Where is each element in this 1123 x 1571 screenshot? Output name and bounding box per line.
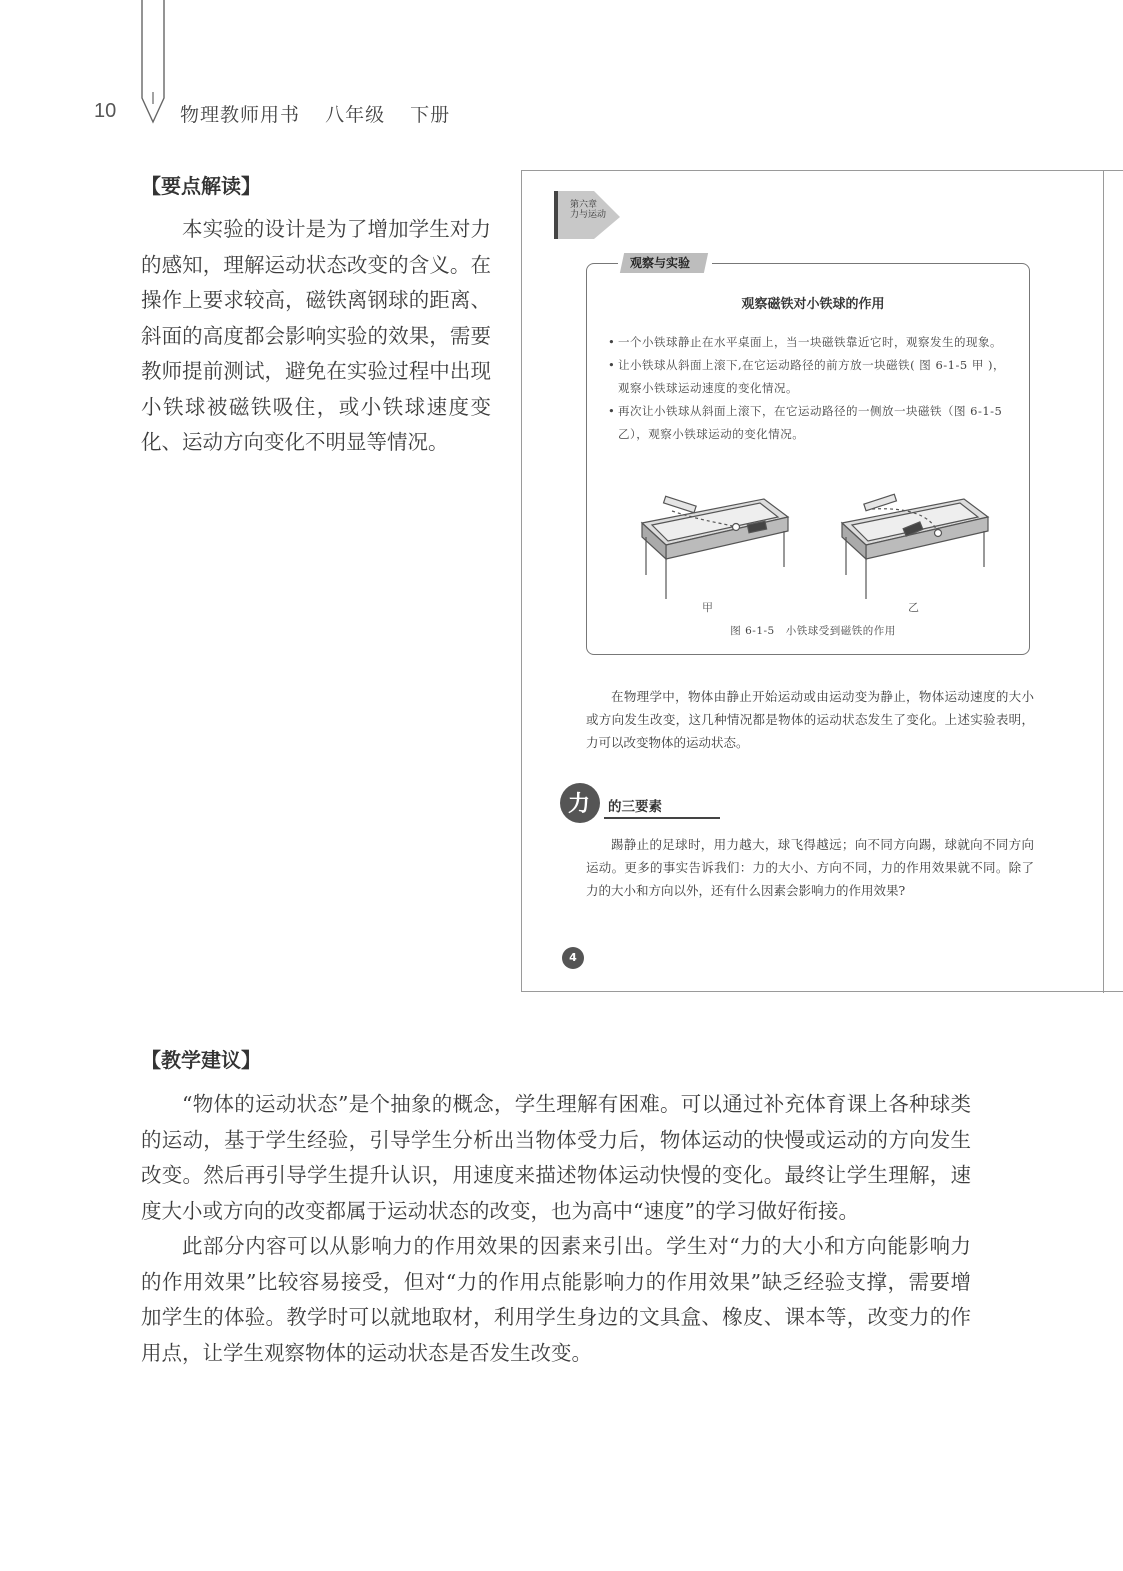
experiment-box-label: 观察与实验 (618, 251, 712, 275)
running-head (180, 100, 468, 127)
figure-a (642, 496, 788, 599)
experiment-title: 观察磁铁对小铁球的作用 (741, 297, 885, 312)
chapter-tab (554, 187, 624, 243)
key-points-body (141, 212, 491, 461)
teaching-paragraph: 此部分内容可以从影响力的作用效果的因素来引出。学生对“力的大小和方向能影响力的作用效果”比较容易接受，但对“力的作用点能影响力的作用效果”缺乏经验支撑，需要增加学生的体验。教学时可以就地取材，利用学生身边的文具盒、橡皮、课本等，改变力的作用点，让学生观察物体的运动状态是否发生改变。 (141, 1234, 971, 1365)
grade-label: 八年级 (325, 104, 386, 126)
volume-label: 下册 (410, 104, 451, 126)
teaching-title: 【教学建议】 (141, 1048, 261, 1072)
section-heading (560, 783, 720, 823)
textbook-page-image (521, 170, 1123, 992)
step-item: • 一个小铁球静止在水平桌面上，当一块磁铁靠近它时，观察发生的现象。 (608, 331, 1012, 354)
book-title: 物理教师用书 (180, 104, 301, 126)
figure-b (842, 494, 988, 599)
teaching-body (141, 1087, 971, 1371)
figure-b-label: 乙 (908, 601, 919, 614)
textbook-paragraph: 踢静止的足球时，用力越大，球飞得越远；向不同方向踢，球就向不同方向运动。更多的事实告诉我们：力的大小、方向不同，力的作用效果就不同。除了力的大小和方向以外，还有什么因素会影响力的作用效果? (586, 837, 1034, 898)
section-heading-text: 的三要素 (608, 799, 662, 815)
figure-caption: 图 6-1-5 小铁球受到磁铁的作用 (730, 625, 896, 637)
key-points-paragraph: 本实验的设计是为了增加学生对力的感知，理解运动状态改变的含义。在操作上要求较高，磁铁离钢球的距离、斜面的高度都会影响实验的效果，需要教师提前测试，避免在实验过程中出现小铁球被磁铁吸住，或小铁球速度变化、运动方向变化不明显等情况。 (141, 217, 491, 454)
step-item: • 再次让小铁球从斜面上滚下，在它运动路径的一侧放一块磁铁（图 6-1-5 乙），观察小铁球运动的变化情况。 (608, 400, 1012, 446)
textbook-page-number: 4 (562, 947, 584, 969)
chapter-title: 力与运动 (570, 210, 607, 220)
chapter-number: 第六章 (570, 200, 598, 210)
page-number: 10 (94, 100, 117, 122)
textbook-paragraph: 在物理学中，物体由静止开始运动或由运动变为静止，物体运动速度的大小或方向发生改变，这几种情况都是物体的运动状态发生了变化。上述实验表明，力可以改变物体的运动状态。 (586, 689, 1034, 750)
teaching-paragraph: “物体的运动状态”是个抽象的概念，学生理解有困难。可以通过补充体育课上各种球类的运动，基于学生经验，引导学生分析出当物体受力后，物体运动的快慢或运动的方向发生改变。然后再引导学生提升认识，用速度来描述物体运动快慢的变化。最终让学生理解，速度大小或方向的改变都属于运动状态的改变，也为高中“速度”的学习做好衔接。 (141, 1092, 971, 1223)
key-points-title: 【要点解读】 (141, 174, 261, 198)
section-heading-char: 力 (568, 792, 591, 817)
pen-icon (136, 0, 170, 124)
experiment-illustration (632, 487, 992, 617)
experiment-steps (608, 331, 1012, 446)
step-item: • 让小铁球从斜面上滚下,在它运动路径的前方放一块磁铁( 图 6-1-5 甲 )，观察小铁球运动速度的变化情况。 (608, 354, 1012, 400)
figure-a-label: 甲 (702, 601, 713, 614)
